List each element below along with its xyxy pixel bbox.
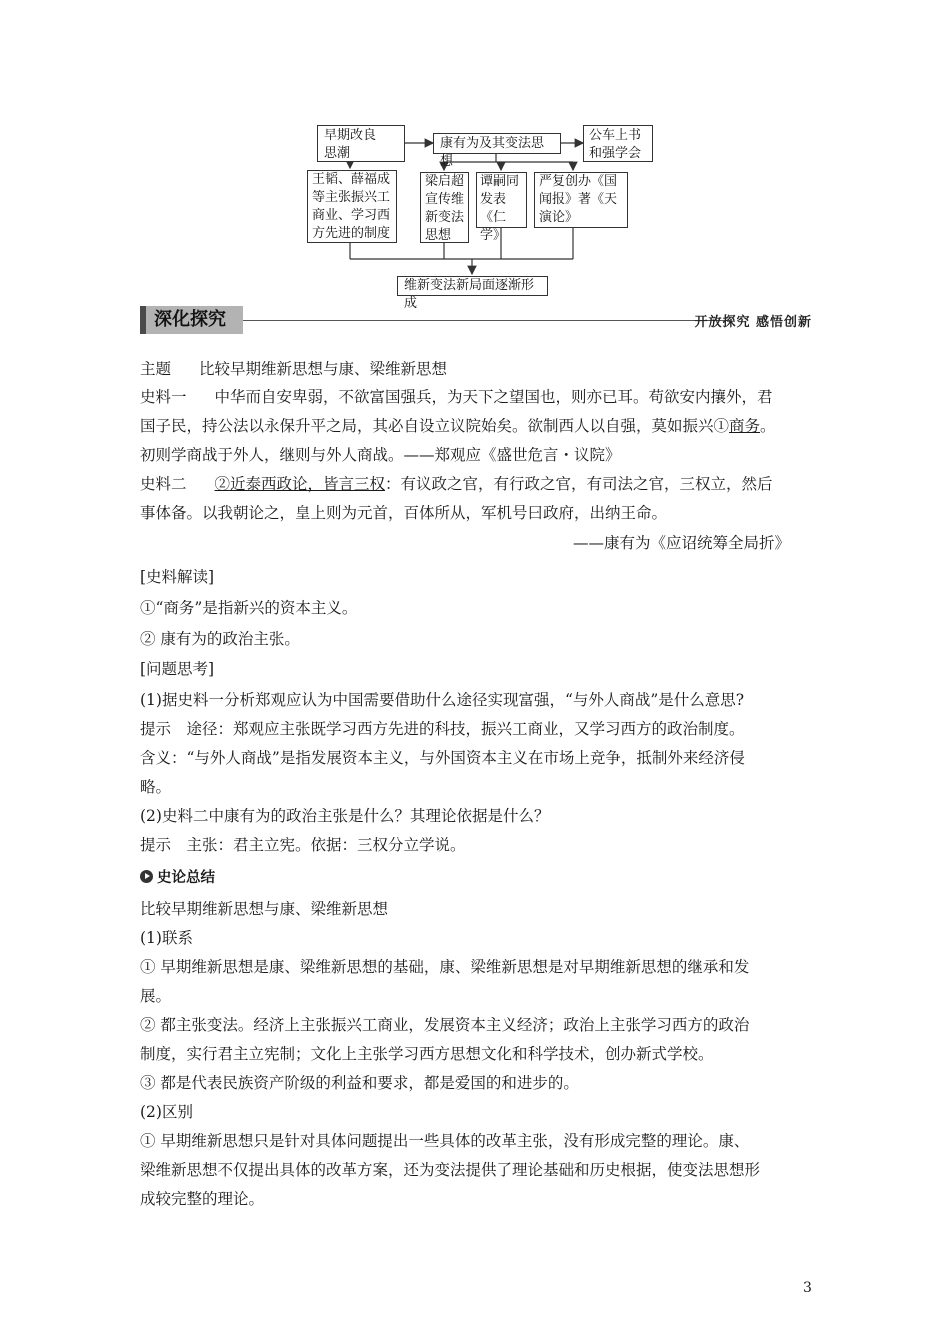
question-1-meaning: 略。 xyxy=(140,778,172,796)
summary-link-item: ③ 都是代表民族资产阶级的利益和要求，都是爱国的和进步的。 xyxy=(140,1074,579,1092)
box-tan-line: 《仁学》 xyxy=(480,210,507,243)
summary-link-item: 展。 xyxy=(140,987,172,1005)
box-wang-xue-line: 商业、学习西 xyxy=(312,208,391,223)
summary-diff-item: 梁维新思想不仅提出具体的改革方案，还为变法提供了理论基础和历史根据，使变法思想形 xyxy=(140,1161,761,1179)
source1-text: 国子民，持公法以永保升平之局，其必自设立议院始矣。欲制西人以自强，莫如振兴① xyxy=(140,417,730,435)
source2-text: ：有议政之官，有行政之官，有司法之官，三权立，然后 xyxy=(385,475,773,493)
question-2: (2)史料二中康有为的政治主张是什么？其理论依据是什么？ xyxy=(140,807,550,825)
box-yan-line: 演论》 xyxy=(539,210,579,225)
summary-heading-text: 史论总结 xyxy=(157,870,215,886)
summary-link-item: 制度，实行君主立宪制；文化上主张学习西方思想文化和科学技术，创办新式学校。 xyxy=(140,1045,714,1063)
source2-line xyxy=(140,472,773,494)
box-early-reform-line: 早期改良 xyxy=(324,128,377,143)
summary-title: 比较早期维新思想与康、梁维新思想 xyxy=(140,900,389,918)
box-wang-xue-line: 等主张振兴工 xyxy=(312,190,391,205)
source1-line xyxy=(140,414,776,436)
box-gongche-line: 公车上书 xyxy=(589,128,642,143)
section-title: 深化探究 xyxy=(140,306,243,334)
box-liang-line: 梁启超 xyxy=(425,174,465,189)
interpretation-heading: [史料解读] xyxy=(140,568,215,586)
theme-line xyxy=(140,357,447,379)
question-2-hint: 提示 主张：君主立宪。依据：三权分立学说。 xyxy=(140,836,466,854)
summary-diff-item: ① 早期维新思想只是针对具体问题提出一些具体的改革主张，没有形成完整的理论。康、 xyxy=(140,1132,750,1150)
summary-link-item: ② 都主张变法。经济上主张振兴工商业，发展资本主义经济；政治上主张学习西方的政治 xyxy=(140,1016,750,1034)
source1-label: 史料一 xyxy=(140,388,187,406)
source1-text: 。 xyxy=(760,417,776,435)
source1-line xyxy=(140,385,773,407)
box-yan-line: 严复创办《国 xyxy=(539,174,618,189)
box-result-text: 维新变法新局面逐渐形成 xyxy=(404,278,535,311)
box-gongche-line: 和强学会 xyxy=(589,146,642,161)
interpretation-item: ② 康有为的政治主张。 xyxy=(140,630,300,648)
box-liang-line: 新变法 xyxy=(425,210,465,225)
question-1-hint: 提示 途径：郑观应主张既学习西方先进的科技，振兴工商业，又学习西方的政治制度。 xyxy=(140,720,745,738)
underlined-term-shangwu: 商务 xyxy=(729,417,761,435)
box-kang-text: 康有为及其变法思想 xyxy=(440,136,545,169)
interpretation-item: ①“商务”是指新兴的资本主义。 xyxy=(140,599,358,617)
source2-citation: ——康有为《应诏统筹全局折》 xyxy=(572,534,790,552)
summary-link-item: ① 早期维新思想是康、梁维新思想的基础，康、梁维新思想是对早期维新思想的继承和发 xyxy=(140,958,750,976)
summary-diff-item: 成较完整的理论。 xyxy=(140,1190,265,1208)
box-liang-line: 宣传维 xyxy=(425,192,465,207)
body-content xyxy=(140,0,820,1260)
question-1: (1)据史料一分析郑观应认为中国需要借助什么途径实现富强，“与外人商战”是什么意思? xyxy=(140,691,745,709)
section-subtitle: 开放探究 感悟创新 xyxy=(694,315,812,330)
play-circle-icon xyxy=(140,870,153,883)
source2-label: 史料二 xyxy=(140,475,187,493)
summary-diff-heading: (2)区别 xyxy=(140,1103,193,1121)
box-tan-line: 发表 xyxy=(480,192,507,207)
theme-label: 主题 xyxy=(140,360,172,378)
box-yan-line: 闻报》著《天 xyxy=(539,192,618,207)
source1-text: 中华而自安卑弱，不欲富国强兵，为天下之望国也，则亦已耳。苟欲安内攘外，君 xyxy=(214,388,773,406)
summary-heading xyxy=(140,866,215,887)
source1-line: 初则学商战于外人，继则与外人商战。——郑观应《盛世危言・议院》 xyxy=(140,446,621,464)
summary-link-heading: (1)联系 xyxy=(140,929,193,947)
source2-line: 事体备。以我朝论之，皇上则为元首，百体所从，军机号曰政府，出纳王命。 xyxy=(140,504,668,522)
box-wang-xue-line: 方先进的制度 xyxy=(312,226,391,241)
question-1-meaning: 含义：“与外人商战”是指发展资本主义，与外国资本主义在市场上竞争，抵制外来经济侵 xyxy=(140,749,745,767)
question-heading: [问题思考] xyxy=(140,660,215,678)
box-tan-line: 谭嗣同 xyxy=(480,174,520,189)
box-early-reform-line: 思潮 xyxy=(324,146,351,161)
page-number: 3 xyxy=(803,1280,812,1296)
underlined-term-sanquan: ②近泰西政论，皆言三权 xyxy=(214,475,386,493)
box-liang-line: 思想 xyxy=(425,228,452,243)
theme-text: 比较早期维新思想与康、梁维新思想 xyxy=(199,360,448,378)
box-wang-xue-line: 王韬、薛福成 xyxy=(312,172,391,187)
